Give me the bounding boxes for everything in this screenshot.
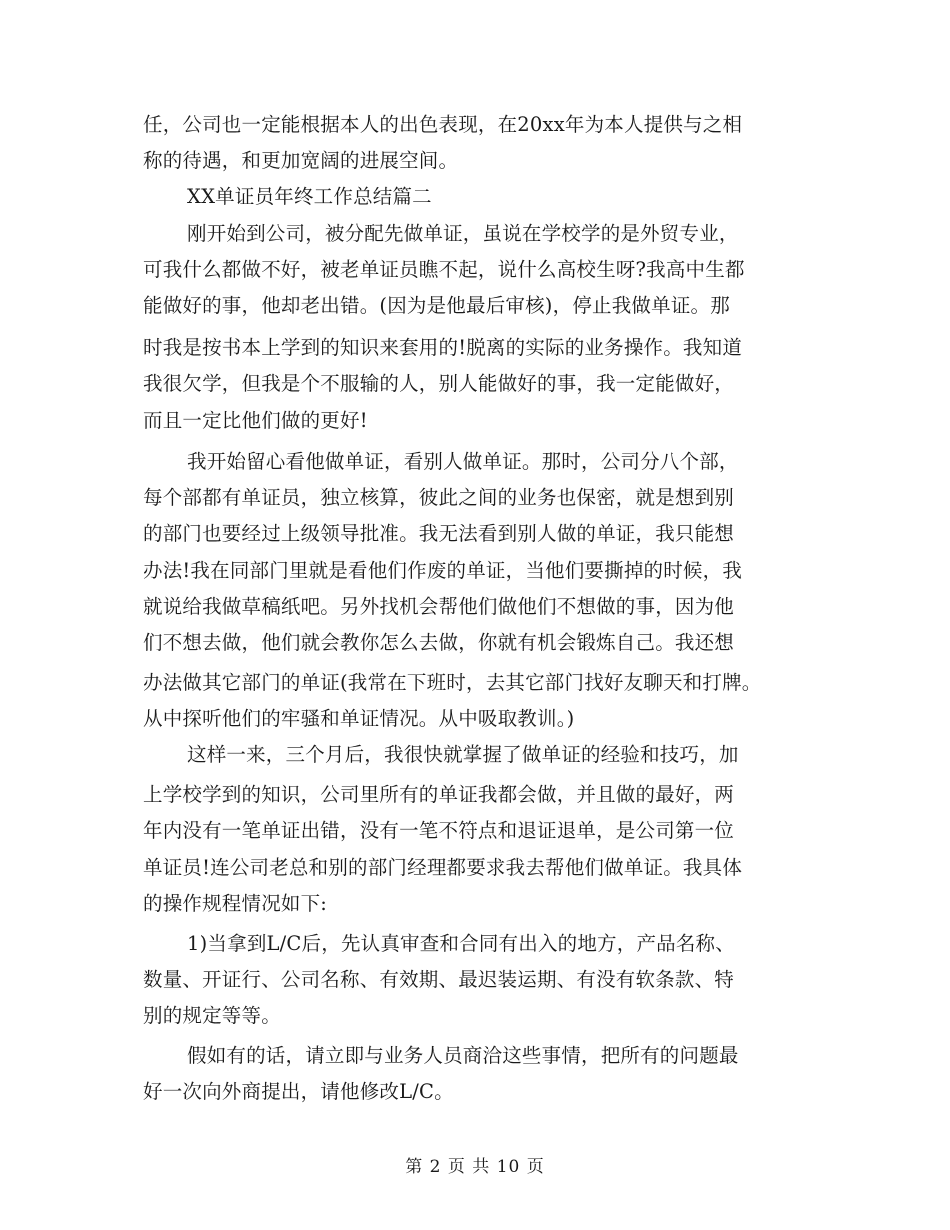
- text-line: 的部门也要经过上级领导批准。我无法看到别人做的单证，我只能想: [143, 522, 735, 545]
- text-line: 上学校学到的知识，公司里所有的单证我都会做，并且做的最好，两: [143, 783, 735, 806]
- text-line: 假如有的话，请立即与业务人员商洽这些事情，把所有的问题最: [187, 1044, 739, 1067]
- text-line: 任，公司也一定能根据本人的出色表现，在20xx年为本人提供与之相: [143, 113, 743, 136]
- text-line: 我很欠学，但我是个不服输的人，别人能做好的事，我一定能做好，: [143, 372, 735, 395]
- text-line: 办法!我在同部门里就是看他们作废的单证，当他们要撕掉的时候，我: [143, 559, 743, 582]
- text-line: 办法做其它部门的单证(我常在下班时，去其它部门找好友聊天和打牌。: [143, 671, 762, 694]
- text-line: 称的待遇，和更加宽阔的进展空间。: [143, 149, 459, 172]
- page-number-footer: 第 2 页 共 10 页: [405, 1157, 545, 1177]
- text-line: 数量、开证行、公司名称、有效期、最迟装运期、有没有软条款、特: [143, 968, 735, 991]
- text-line: 而且一定比他们做的更好!: [143, 409, 368, 432]
- text-line: 好一次向外商提出，请他修改L/C。: [143, 1080, 454, 1103]
- text-line: 们不想去做，他们就会教你怎么去做，你就有机会锻炼自己。我还想: [143, 631, 735, 654]
- text-line: 单证员!连公司老总和别的部门经理都要求我去帮他们做单证。我具体: [143, 856, 743, 879]
- text-line: 从中探听他们的牢骚和单证情况。从中吸取教训。): [143, 707, 575, 730]
- text-line: 就说给我做草稿纸吧。另外找机会帮他们做他们不想做的事，因为他: [143, 595, 735, 618]
- text-line: 1)当拿到L/C后，先认真审查和合同有出入的地方，产品名称、: [187, 932, 735, 955]
- text-line: 刚开始到公司，被分配先做单证，虽说在学校学的是外贸专业，: [187, 222, 739, 245]
- text-line: 这样一来，三个月后，我很快就掌握了做单证的经验和技巧，加: [187, 743, 739, 766]
- text-line: 我开始留心看他做单证，看别人做单证。那时，公司分八个部，: [187, 450, 739, 473]
- text-line: 时我是按书本上学到的知识来套用的!脱离的实际的业务操作。我知道: [143, 336, 743, 359]
- text-line: 每个部都有单证员，独立核算，彼此之间的业务也保密，就是想到别: [143, 486, 735, 509]
- text-line: 可我什么都做不好，被老单证员瞧不起，说什么高校生呀?我高中生都: [143, 258, 745, 281]
- text-line: 能做好的事，他却老出错。(因为是他最后审核)，停止我做单证。那: [143, 294, 730, 317]
- section-heading: XX单证员年终工作总结篇二: [187, 185, 432, 208]
- text-line: 的操作规程情况如下:: [143, 892, 328, 915]
- text-line: 别的规定等等。: [143, 1004, 281, 1027]
- text-line: 年内没有一笔单证出错，没有一笔不符点和退证退单，是公司第一位: [143, 819, 735, 842]
